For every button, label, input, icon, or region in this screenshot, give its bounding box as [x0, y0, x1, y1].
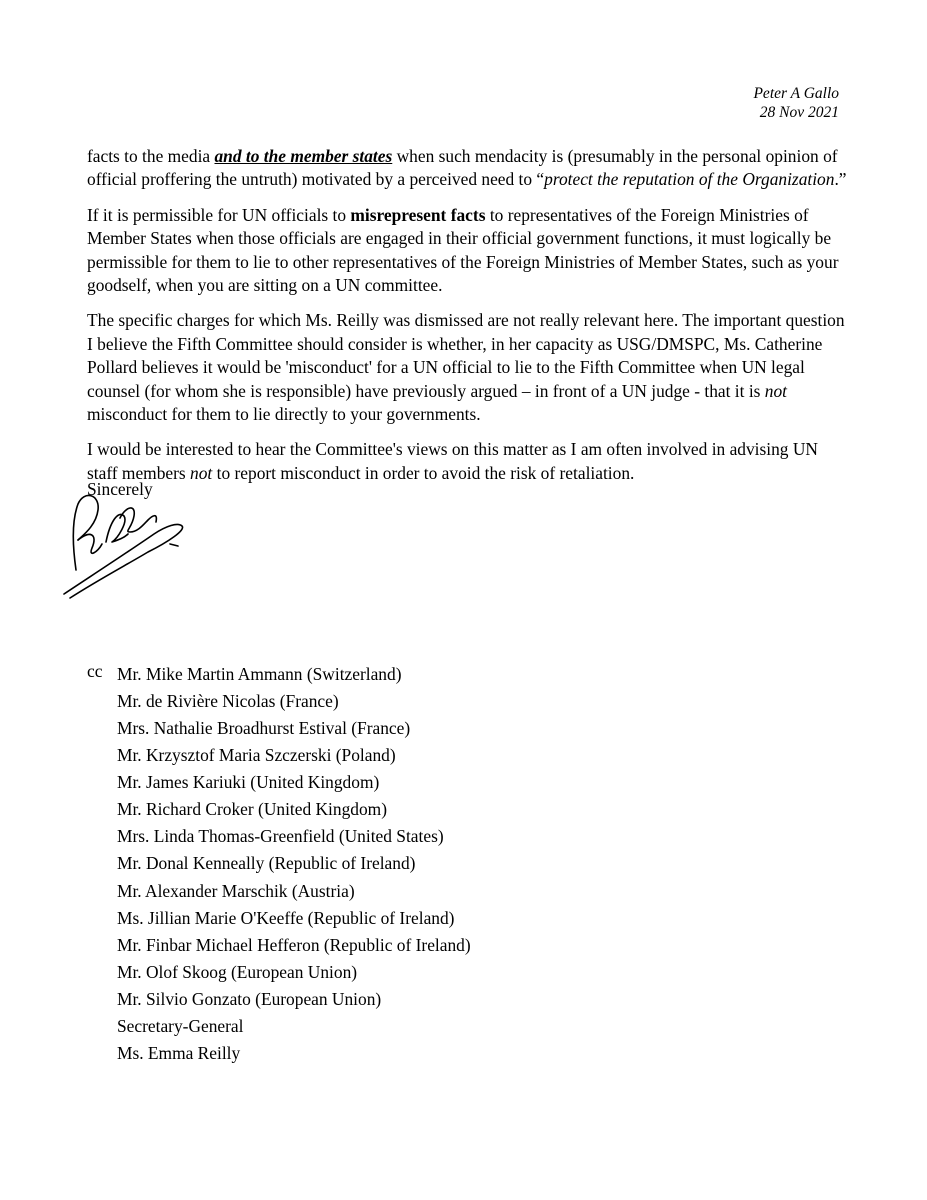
cc-recipient: Mr. de Rivière Nicolas (France) — [117, 691, 339, 712]
cc-recipient: Mrs. Nathalie Broadhurst Estival (France) — [117, 718, 411, 739]
cc-recipient: Mrs. Linda Thomas-Greenfield (United States) — [117, 826, 444, 847]
cc-label: cc — [87, 661, 103, 681]
letter-date: 28 Nov 2021 — [759, 104, 839, 121]
paragraph-3-text-b: misconduct for them to lie directly to your governments. — [87, 404, 481, 425]
paragraph-1-text-c: .” — [834, 169, 847, 190]
paragraph-4 — [87, 438, 847, 485]
paragraph-3 — [87, 309, 847, 426]
cc-recipient: Mr. Donal Kenneally (Republic of Ireland) — [117, 853, 416, 874]
cc-recipient: Mr. Krzysztof Maria Szczerski (Poland) — [117, 745, 396, 766]
cc-recipient: Mr. Mike Martin Ammann (Switzerland) — [117, 664, 402, 684]
paragraph-4-emphasis: not — [190, 462, 213, 483]
cc-recipient: Mr. Silvio Gonzato (European Union) — [117, 988, 382, 1009]
cc-recipient: Mr. Olof Skoog (European Union) — [117, 961, 358, 982]
paragraph-4-text-b: to report misconduct in order to avoid the risk of retaliation. — [212, 462, 635, 483]
author-name: Peter A Gallo — [753, 85, 839, 102]
paragraph-3-text-a: The specific charges for which Ms. Reilly was dismissed are not really relevant here. The important question I believe the Fifth Committee should consider is whether, in her capacity as USG/DMSPC, Ms. Catherine Pollard believes it would be 'misconduct' for a UN official to lie to the Fifth Committee when UN legal counsel (for whom she is responsible) have previously argued – in front of a UN judge - that it is — [87, 310, 845, 401]
cc-recipient-list — [117, 661, 471, 1067]
paragraph-1-text-a: facts to the media — [87, 146, 215, 166]
cc-recipient: Mr. Finbar Michael Hefferon (Republic of Ireland) — [117, 934, 471, 955]
paragraph-1-text-b: when such mendacity is (presumably in the personal opinion of official proffering the untruth) motivated by a perceived need to “ — [87, 146, 838, 190]
letter-body — [87, 145, 847, 497]
cc-recipient: Mr. Richard Croker (United Kingdom) — [117, 799, 387, 820]
paragraph-1 — [87, 145, 847, 192]
cc-recipient: Ms. Emma Reilly — [117, 1042, 241, 1063]
paragraph-2-emphasis: misrepresent facts — [350, 204, 486, 225]
paragraph-3-emphasis: not — [764, 380, 788, 401]
paragraph-2-text-a: If it is permissible for UN officials to — [87, 204, 351, 225]
paragraph-4-text-a: I would be interested to hear the Committee's views on this matter as I am often involved in advising UN staff members — [87, 439, 818, 483]
paragraph-2 — [87, 204, 847, 298]
paragraph-1-emphasis: and to the member states — [214, 146, 393, 166]
cc-recipient: Secretary-General — [117, 1015, 244, 1036]
cc-recipient: Ms. Jillian Marie O'Keeffe (Republic of Ireland) — [117, 907, 455, 928]
cc-recipient: Mr. James Kariuki (United Kingdom) — [117, 772, 380, 793]
cc-recipient: Mr. Alexander Marschik (Austria) — [117, 880, 355, 901]
paragraph-1-quote: protect the reputation of the Organization — [544, 169, 835, 190]
paragraph-2-text-b: to representatives of the Foreign Ministries of Member States when those officials are engaged in their official government functions, it must logically be permissible for them to lie to other representatives of the Foreign Ministries of Member States, such as your goodself, when you are sitting on a UN committee. — [87, 204, 839, 296]
closing-salutation: Sincerely — [87, 479, 153, 499]
letter-header — [753, 84, 839, 122]
